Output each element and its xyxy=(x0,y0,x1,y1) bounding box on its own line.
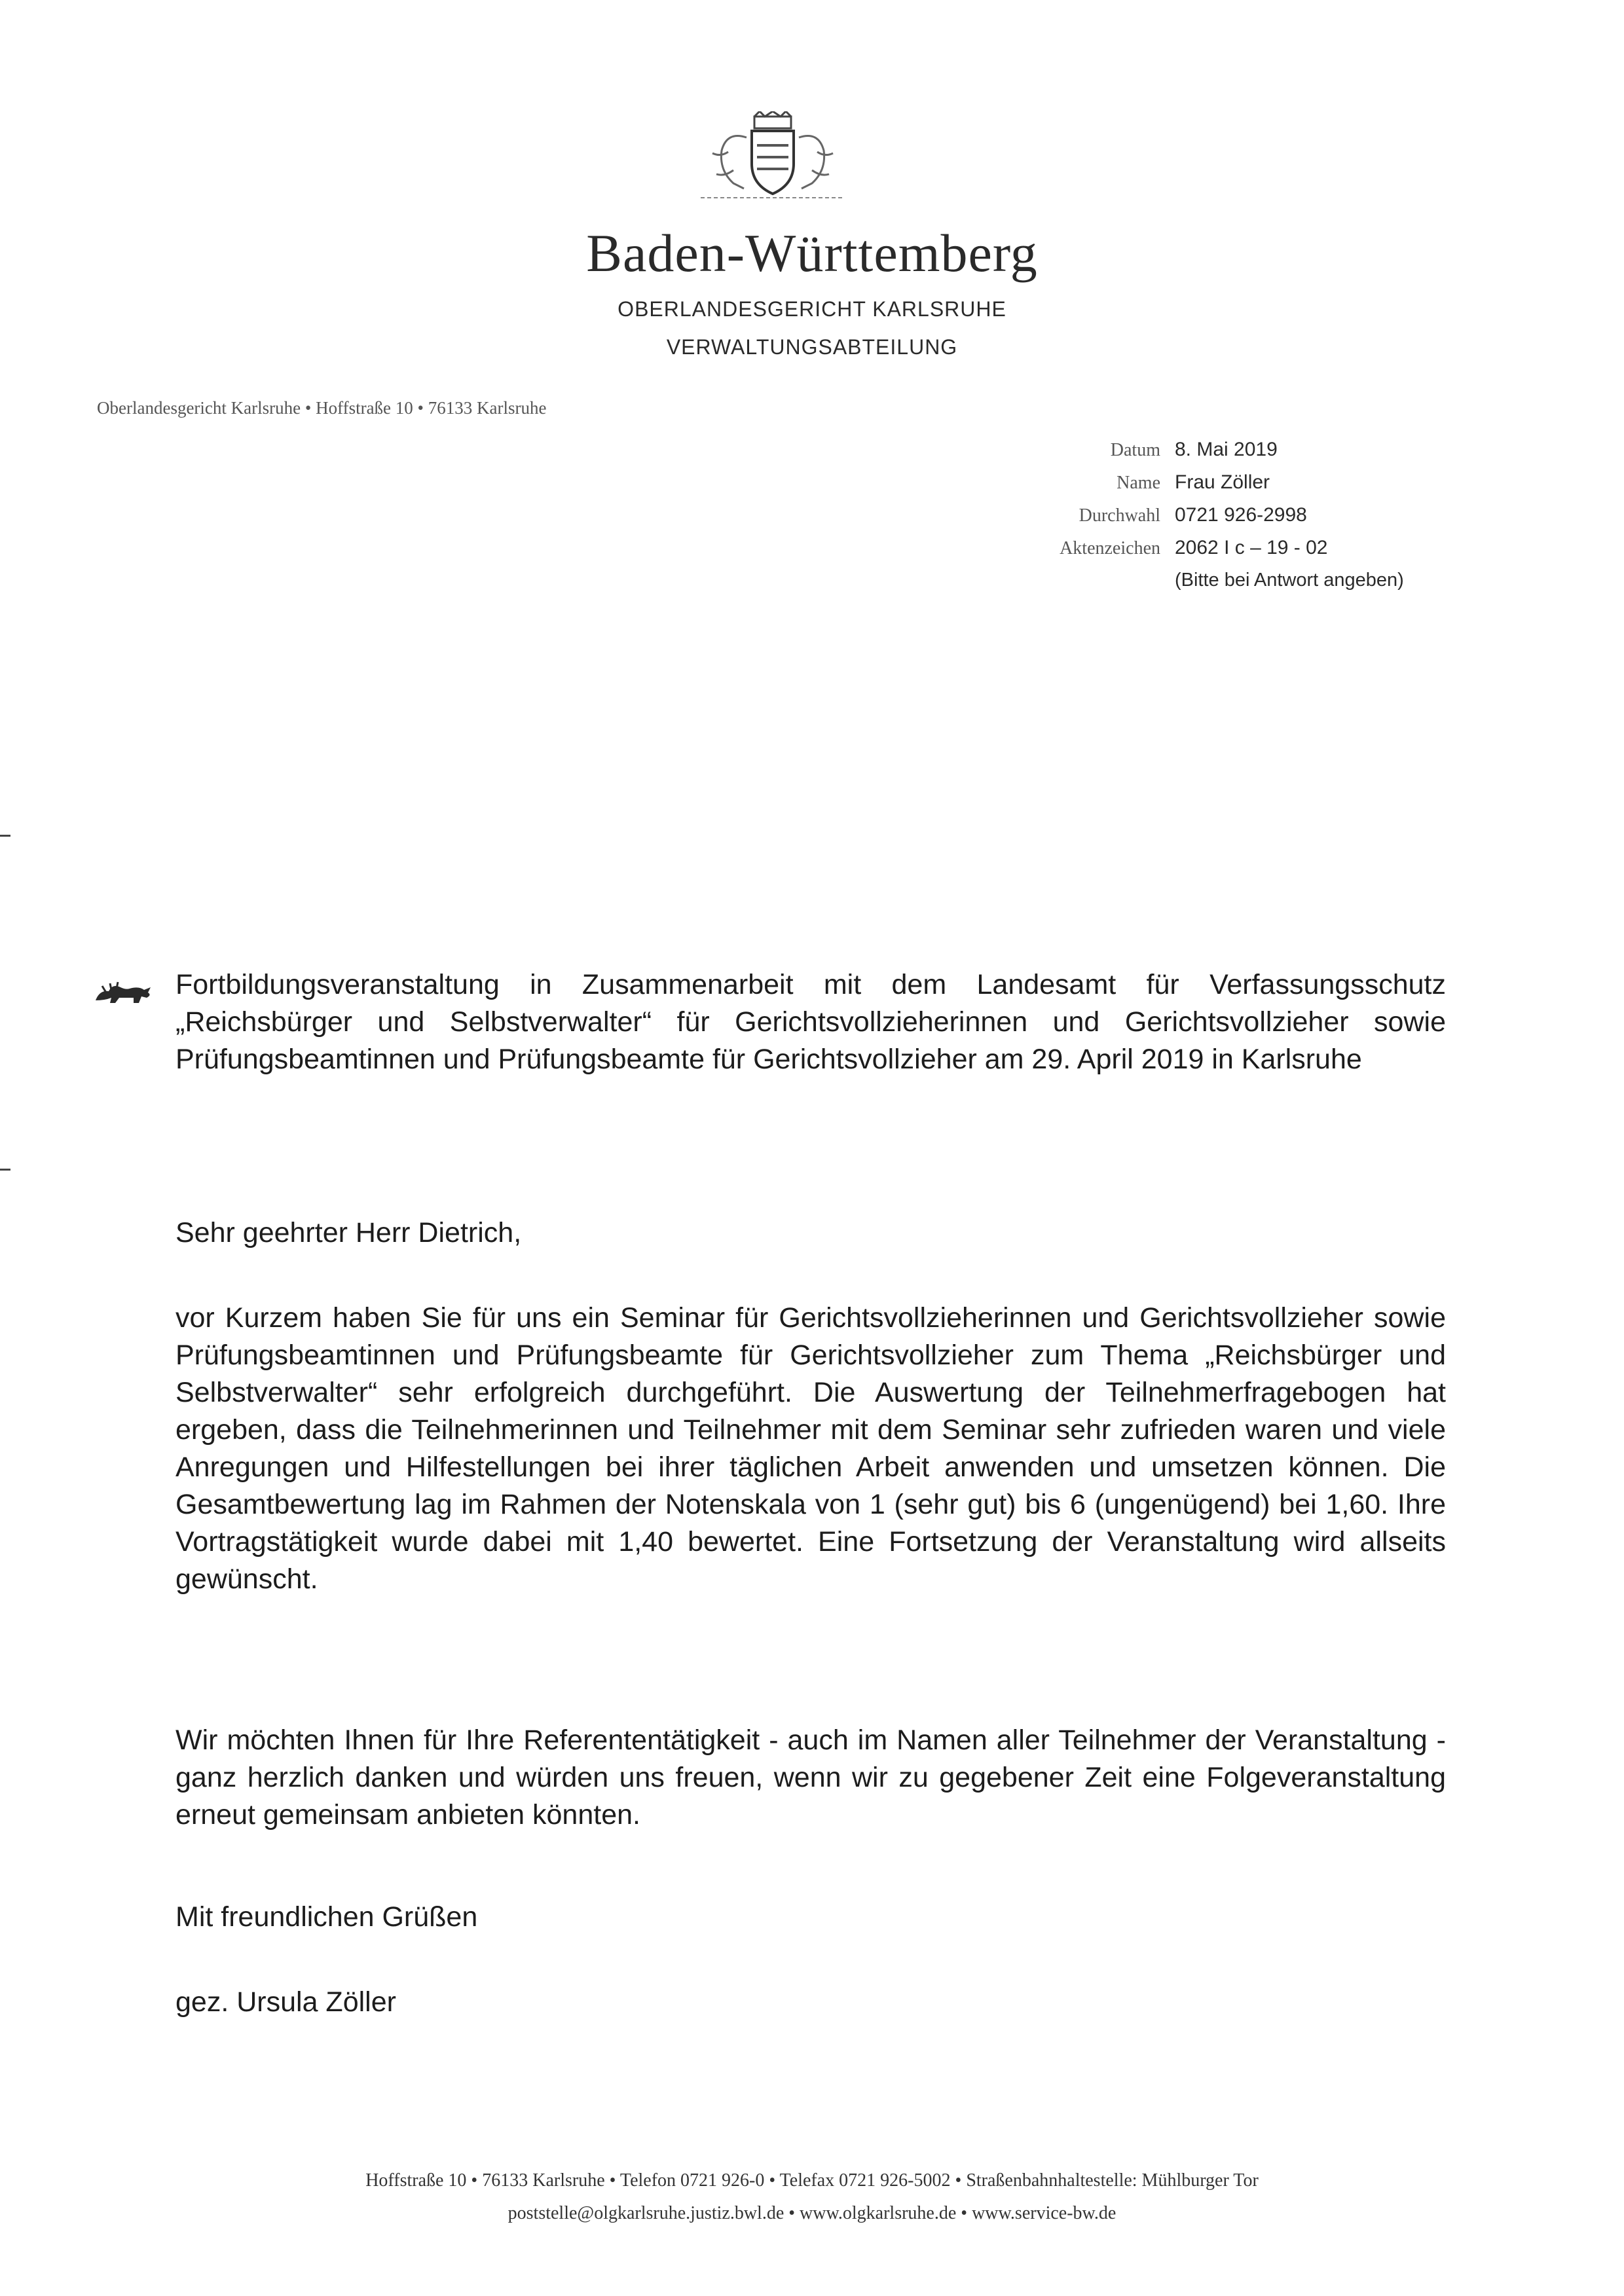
fold-mark xyxy=(0,835,10,837)
info-label: Name xyxy=(1116,473,1160,493)
lion-icon xyxy=(93,981,153,1006)
footer-address: Hoffstraße 10 • 76133 Karlsruhe • Telefon 0721 926-0 • Telefax 0721 926-5002 • Straßenbahnhaltestelle: Mühlburger Tor xyxy=(365,2170,1259,2191)
salutation: Sehr geehrter Herr Dietrich, xyxy=(175,1217,522,1248)
reply-reference-note: (Bitte bei Antwort angeben) xyxy=(1175,570,1404,591)
closing-phrase: Mit freundlichen Grüßen xyxy=(175,1901,478,1933)
info-value: 8. Mai 2019 xyxy=(1175,439,1278,460)
info-row-date xyxy=(917,439,1506,471)
info-row-name xyxy=(917,471,1506,504)
info-label: Datum xyxy=(1110,440,1160,460)
info-value: 0721 926-2998 xyxy=(1175,504,1307,526)
body-paragraph: Wir möchten Ihnen für Ihre Referententätigkeit - auch im Namen aller Teilnehmer der Veranstaltung - ganz herzlich danken und würden uns freuen, wenn wir zu gegebener Zeit eine Folgeveranstaltung erneut gemeinsam anbieten könnten. xyxy=(175,1724,1446,1831)
fold-mark xyxy=(0,1169,10,1171)
body-paragraph: vor Kurzem haben Sie für uns ein Seminar für Gerichtsvollzieherinnen und Gerichtsvollzieher sowie Prüfungsbeamtinnen und Prüfungsbeamte für Gerichtsvollzieher zum Thema „Reichsbürger und Selbstverwalter“ sehr erfolgreich durchgeführt. Die Auswertung der Teilnehmerfragebogen hat ergeben, dass die Teilnehmerinnen und Teilnehmer mit dem Seminar sehr zufrieden waren und viele Anregungen und Hilfestellungen bei ihrer täglichen Arbeit anwenden und umsetzen können. Die Gesamtbewertung lag im Rahmen der Notenskala von 1 (sehr gut) bis 6 (ungenügend) bei 1,60. Ihre Vortragstätigkeit wurde dabei mit 1,40 bewertet. Eine Fortsetzung der Veranstaltung wird allseits gewünscht. xyxy=(175,1302,1446,1595)
info-value: 2062 I c – 19 - 02 xyxy=(1175,537,1328,558)
info-row-phone xyxy=(917,504,1506,537)
info-row-file-number xyxy=(917,537,1506,570)
info-label: Aktenzeichen xyxy=(1060,538,1160,558)
sender-address-line: Oberlandesgericht Karlsruhe • Hoffstraße 10 • 76133 Karlsruhe xyxy=(97,398,547,418)
info-value: Frau Zöller xyxy=(1175,471,1270,493)
court-name: OBERLANDESGERICHT KARLSRUHE xyxy=(618,297,1006,321)
coat-of-arms-icon xyxy=(681,111,864,203)
reference-info-block xyxy=(917,439,1506,602)
footer-contacts: poststelle@olgkarlsruhe.justiz.bwl.de • www.olgkarlsruhe.de • www.service-bw.de xyxy=(507,2203,1116,2223)
state-name: Baden-Württemberg xyxy=(586,223,1038,283)
signature-line: gez. Ursula Zöller xyxy=(175,1986,396,2018)
department-name: VERWALTUNGSABTEILUNG xyxy=(666,335,958,359)
subject-line: Fortbildungsveranstaltung in Zusammenarbeit mit dem Landesamt für Verfassungsschutz „Reichsbürger und Selbstverwalter“ für Gerichtsvollzieherinnen und Gerichtsvollzieher sowie Prüfungsbeamtinnen und Prüfungsbeamte für Gerichtsvollzieher am 29. April 2019 in Karlsruhe xyxy=(175,969,1446,1075)
info-label: Durchwahl xyxy=(1079,505,1160,526)
